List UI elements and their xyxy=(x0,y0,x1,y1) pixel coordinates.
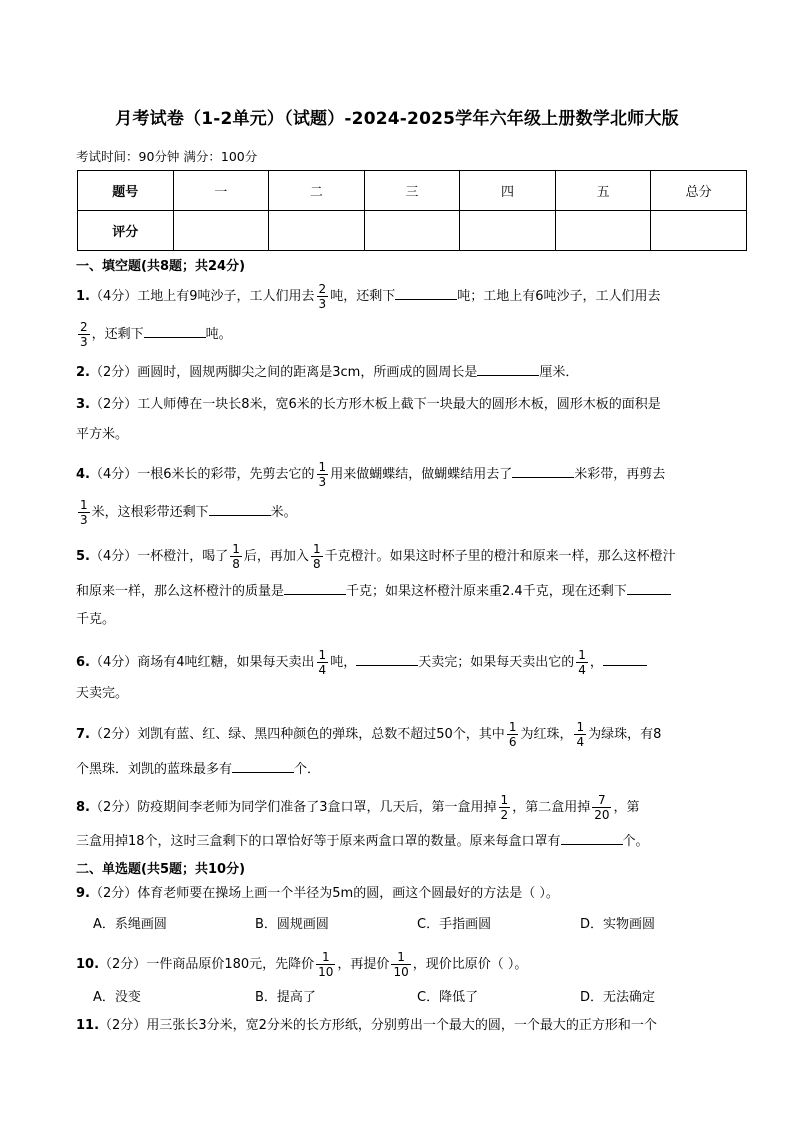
question-text: 为绿珠，有8 xyxy=(588,727,662,742)
score-table-header-cell: 五 xyxy=(555,171,651,211)
fraction-numerator: 1 xyxy=(508,720,517,734)
fraction-numerator: 1 xyxy=(500,793,509,807)
question-text: 平方米。 xyxy=(76,427,129,442)
question-number: 10. xyxy=(76,957,100,972)
fraction-numerator: 1 xyxy=(578,648,586,662)
score-cell[interactable] xyxy=(364,211,460,251)
fraction xyxy=(317,460,329,489)
answer-blank[interactable] xyxy=(395,285,457,300)
option-c[interactable]: C．降低了 xyxy=(417,990,479,1005)
question-text: 和原来一样，那么这杯橙汁的质量是 xyxy=(76,584,285,599)
question-points: （2分） xyxy=(89,886,138,901)
fraction-denominator: 3 xyxy=(318,475,327,489)
question-points: （2分） xyxy=(99,957,147,972)
score-table-header-cell: 三 xyxy=(364,171,460,211)
question-3-line-2 xyxy=(76,425,748,445)
question-number: 11. xyxy=(76,1018,100,1033)
fraction-numerator: 1 xyxy=(232,542,240,556)
question-text: ， xyxy=(589,655,603,670)
question-text: 天卖完；如果每天卖出它的 xyxy=(418,655,575,670)
question-text: ，现价比原价（ ）。 xyxy=(412,957,528,972)
question-text: 为红珠， xyxy=(520,727,573,742)
question-number: 3. xyxy=(76,397,90,412)
question-10-options xyxy=(93,986,733,1006)
question-7-line-2 xyxy=(76,758,748,780)
fraction-numerator: 1 xyxy=(312,542,321,556)
fraction-denominator: 10 xyxy=(318,965,334,979)
question-text: 商场有4吨红糖，如果每天卖出 xyxy=(137,655,315,670)
question-text: 吨；工地上有6吨沙子，工人们用去 xyxy=(457,289,661,304)
fraction xyxy=(230,542,242,571)
question-points: （2分） xyxy=(99,1018,147,1033)
question-points: （2分） xyxy=(89,727,138,742)
question-9 xyxy=(76,884,748,904)
question-text: 千克橙汁。如果这时杯子里的橙汁和原来一样，那么这杯橙汁 xyxy=(324,549,676,564)
question-text: 防疫期间李老师为同学们准备了3盒口罩，几天后，第一盒用掉 xyxy=(137,800,497,815)
question-2 xyxy=(76,361,748,383)
question-text: 一件商品原价180元，先降价 xyxy=(146,957,315,972)
question-text: 工人师傅在一块长8米，宽6米的长方形木板上截下一块最大的圆形木板，圆形木板的面积是 xyxy=(137,397,661,412)
question-number: 5. xyxy=(76,549,90,564)
fraction xyxy=(499,793,511,822)
fraction xyxy=(316,950,335,979)
score-table-header-cell: 题号 xyxy=(78,171,174,211)
option-b[interactable]: B．圆规画圆 xyxy=(255,917,329,932)
question-7-line-1 xyxy=(76,720,748,749)
score-row-label: 评分 xyxy=(78,211,174,251)
score-table xyxy=(77,170,747,251)
question-4-line-1 xyxy=(76,460,748,489)
question-text: 刘凯有蓝、红、绿、黑四种颜色的弹珠，总数不超过50个，其中 xyxy=(137,727,505,742)
fraction-numerator: 1 xyxy=(318,648,327,662)
fraction-denominator: 3 xyxy=(80,335,88,349)
fraction xyxy=(78,320,90,349)
question-points: （2分） xyxy=(89,800,138,815)
question-4-line-2 xyxy=(76,498,748,527)
question-text: 吨。 xyxy=(205,327,232,342)
section-heading: 二、单选题(共5题；共10分) xyxy=(76,862,246,877)
fraction xyxy=(78,498,90,527)
score-table-header-cell: 四 xyxy=(460,171,556,211)
question-5-line-2 xyxy=(76,580,748,602)
fraction-denominator: 8 xyxy=(312,557,321,571)
question-text: 吨，还剩下 xyxy=(330,289,396,304)
option-d[interactable]: D．无法确定 xyxy=(580,990,656,1005)
section-heading: 一、填空题(共8题；共24分) xyxy=(76,259,246,274)
question-6-line-1 xyxy=(76,648,748,677)
option-d[interactable]: D．实物画圆 xyxy=(580,917,656,932)
question-9-options xyxy=(93,913,733,933)
answer-blank[interactable] xyxy=(561,830,623,845)
question-text: 画圆时，圆规两脚尖之间的距离是3cm，所画成的圆周长是 xyxy=(137,365,478,380)
fraction xyxy=(317,282,329,311)
fraction-denominator: 4 xyxy=(318,663,327,677)
question-number: 2. xyxy=(76,365,90,380)
fraction-denominator: 4 xyxy=(578,663,586,677)
fraction xyxy=(317,648,329,677)
question-10 xyxy=(76,950,748,979)
question-text: 米。 xyxy=(270,505,297,520)
question-1-line-2 xyxy=(76,320,748,349)
question-text: ，第 xyxy=(613,800,640,815)
fraction-numerator: 1 xyxy=(318,460,327,474)
question-3-line-1 xyxy=(76,395,748,415)
answer-blank[interactable] xyxy=(284,580,346,595)
question-text: 一杯橙汁，喝了 xyxy=(137,549,229,564)
question-text: 天卖完。 xyxy=(76,686,129,701)
fraction-denominator: 8 xyxy=(232,557,240,571)
question-text: 三盒用掉18个，这时三盒剩下的口罩恰好等于原来两盒口罩的数量。原来每盒口罩有 xyxy=(76,834,561,849)
option-b[interactable]: B．提高了 xyxy=(255,990,316,1005)
fraction-denominator: 4 xyxy=(576,735,585,749)
question-5-line-3 xyxy=(76,610,748,630)
fraction xyxy=(391,950,410,979)
question-text: 体育老师要在操场上画一个半径为5m的圆，画这个圆最好的方法是（ ）。 xyxy=(137,886,559,901)
question-points: （4分） xyxy=(89,467,138,482)
fraction-denominator: 3 xyxy=(318,297,327,311)
option-a[interactable]: A．系绳画圆 xyxy=(93,917,167,932)
question-6-line-2 xyxy=(76,684,748,704)
question-points: （4分） xyxy=(89,549,138,564)
question-points: （2分） xyxy=(89,397,138,412)
question-number: 4. xyxy=(76,467,90,482)
fraction xyxy=(574,720,586,749)
answer-blank[interactable] xyxy=(603,651,647,666)
answer-blank[interactable] xyxy=(209,501,271,516)
question-text: ，再提价 xyxy=(337,957,390,972)
fraction-numerator: 1 xyxy=(576,720,585,734)
fraction-numerator: 1 xyxy=(397,950,405,964)
fraction xyxy=(507,720,519,749)
score-cell[interactable] xyxy=(173,211,269,251)
answer-blank[interactable] xyxy=(627,580,671,595)
question-text: 厘米． xyxy=(539,365,579,380)
fraction xyxy=(576,648,588,677)
fraction-denominator: 20 xyxy=(594,808,610,822)
question-text: 千克；如果这杯橙汁原来重2.4千克，现在还剩下 xyxy=(346,584,627,599)
fraction xyxy=(592,793,611,822)
question-text: 个黑珠．刘凯的蓝珠最多有 xyxy=(76,762,233,777)
question-text: 用来做蝴蝶结，做蝴蝶结用去了 xyxy=(330,467,513,482)
score-table-score-row xyxy=(78,211,747,251)
question-number: 7. xyxy=(76,727,90,742)
score-cell[interactable] xyxy=(651,211,747,251)
fraction-denominator: 6 xyxy=(508,735,517,749)
score-cell[interactable] xyxy=(269,211,365,251)
fraction-denominator: 3 xyxy=(80,513,88,527)
question-points: （4分） xyxy=(89,289,138,304)
option-a[interactable]: A．没变 xyxy=(93,990,141,1005)
fraction-numerator: 7 xyxy=(598,793,606,807)
question-number: 1. xyxy=(76,289,90,304)
answer-blank[interactable] xyxy=(512,463,574,478)
question-11 xyxy=(76,1016,748,1036)
question-8-line-2 xyxy=(76,830,748,852)
question-number: 6. xyxy=(76,655,90,670)
answer-blank[interactable] xyxy=(477,361,539,376)
option-c[interactable]: C．手指画圆 xyxy=(417,917,492,932)
question-text: 个． xyxy=(294,762,321,777)
question-text: ，还剩下 xyxy=(91,327,144,342)
fraction-denominator: 2 xyxy=(500,808,509,822)
question-8-line-1 xyxy=(76,793,748,822)
fraction xyxy=(311,542,323,571)
question-text: 一根6米长的彩带，先剪去它的 xyxy=(137,467,315,482)
question-text: 米，这根彩带还剩下 xyxy=(91,505,209,520)
fraction-numerator: 2 xyxy=(318,282,327,296)
question-points: （4分） xyxy=(89,655,138,670)
question-text: 个。 xyxy=(622,834,649,849)
question-text: 后，再加入 xyxy=(243,549,309,564)
answer-blank[interactable] xyxy=(144,323,206,338)
fraction-numerator: 2 xyxy=(80,320,88,334)
question-number: 9. xyxy=(76,886,90,901)
exam-meta: 考试时间：90分钟 满分：100分 xyxy=(76,149,258,164)
score-cell[interactable] xyxy=(460,211,556,251)
exam-title: 月考试卷（1-2单元）（试题）-2024-2025学年六年级上册数学北师大版 xyxy=(115,109,679,129)
question-text: 米彩带，再剪去 xyxy=(574,467,666,482)
question-1-line-1 xyxy=(76,282,748,311)
question-text: 千克。 xyxy=(76,612,116,627)
fraction-numerator: 1 xyxy=(80,498,88,512)
answer-blank[interactable] xyxy=(356,651,418,666)
question-number: 8. xyxy=(76,800,90,815)
question-text: 工地上有9吨沙子，工人们用去 xyxy=(137,289,315,304)
fraction-numerator: 1 xyxy=(321,950,330,964)
score-table-header-cell: 总分 xyxy=(651,171,747,211)
score-table-header-cell: 二 xyxy=(269,171,365,211)
fraction-denominator: 10 xyxy=(393,965,409,979)
question-points: （2分） xyxy=(89,365,138,380)
score-cell[interactable] xyxy=(555,211,651,251)
question-text: ，第二盒用掉 xyxy=(512,800,591,815)
question-text: 用三张长3分米，宽2分米的长方形纸，分别剪出一个最大的圆，一个最大的正方形和一个 xyxy=(146,1018,657,1033)
question-5-line-1 xyxy=(76,542,748,571)
score-table-header-cell: 一 xyxy=(173,171,269,211)
question-text: 吨， xyxy=(330,655,357,670)
answer-blank[interactable] xyxy=(232,758,294,773)
score-table-header-row xyxy=(78,171,747,211)
